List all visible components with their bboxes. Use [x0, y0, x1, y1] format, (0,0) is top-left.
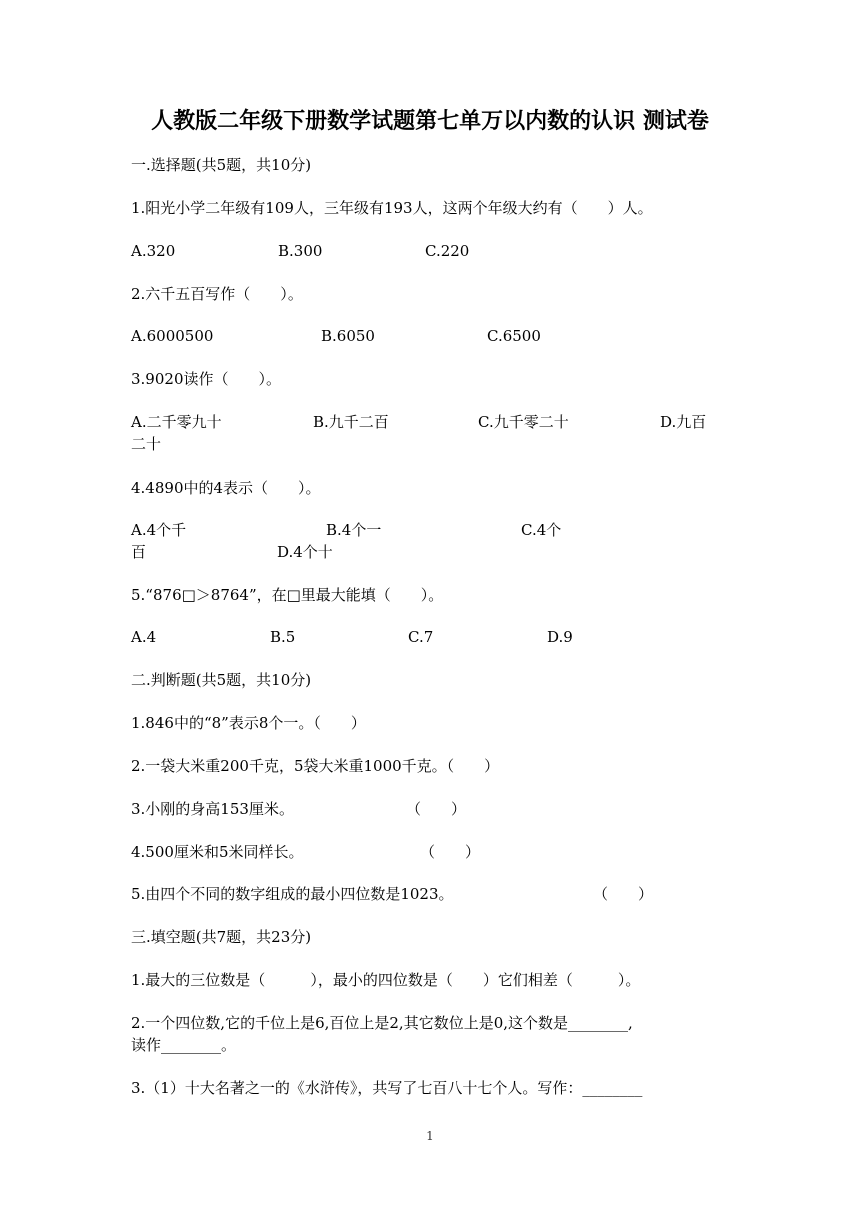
choice-q1-option-b: B.300 [278, 242, 323, 260]
choice-q5-option-c: C.7 [408, 628, 434, 646]
page-number: 1 [426, 1129, 434, 1143]
choice-q3: 3.9020读作（ ）。 [131, 370, 281, 388]
choice-q2-option-a: A.6000500 [131, 327, 214, 345]
section-heading-judge: 二.判断题(共5题，共10分) [131, 671, 312, 689]
choice-q5-option-a: A.4 [131, 628, 157, 646]
fill-q1: 1.最大的三位数是（ ），最小的四位数是（ ）它们相差（ ）。 [131, 971, 641, 989]
fill-q2: 2.一个四位数,它的千位上是6,百位上是2,其它数位上是0,这个数是________, [131, 1014, 633, 1032]
judge-q4-answer-blank: （ ） [420, 843, 481, 861]
judge-q1: 1.846中的“8”表示8个一。（ ） [131, 714, 366, 732]
choice-q3-option-a: A.二千零九十 [131, 413, 222, 431]
judge-q5: 5.由四个不同的数字组成的最小四位数是1023。 [131, 885, 454, 903]
choice-q1-option-a: A.320 [131, 242, 176, 260]
choice-q4-option-b: B.4个一 [326, 521, 382, 539]
choice-q3-option-d: D.九百 [660, 413, 707, 431]
fill-q3: 3.（1）十大名著之一的《水浒传》，共写了七百八十七个人。写作：________ [131, 1079, 643, 1097]
choice-q4-option-a: A.4个千 [131, 521, 187, 539]
judge-q3-answer-blank: （ ） [406, 800, 467, 818]
judge-q5-answer-blank: （ ） [593, 885, 654, 903]
choice-q2-option-c: C.6500 [487, 327, 541, 345]
choice-q3-option-b: B.九千二百 [313, 413, 389, 431]
choice-q5-option-b: B.5 [270, 628, 296, 646]
section-heading-choice: 一.选择题(共5题，共10分) [131, 156, 312, 174]
choice-q1-option-c: C.220 [425, 242, 470, 260]
judge-q3: 3.小刚的身高153厘米。 [131, 800, 294, 818]
choice-q4-option-c-continued: 百 [131, 543, 147, 561]
choice-q4: 4.4890中的4表示（ ）。 [131, 479, 321, 497]
page-title: 人教版二年级下册数学试题第七单万以内数的认识 测试卷 [151, 108, 709, 134]
section-heading-fill: 三.填空题(共7题，共23分) [131, 928, 312, 946]
judge-q2: 2.一袋大米重200千克，5袋大米重1000千克。（ ） [131, 757, 500, 775]
choice-q2: 2.六千五百写作（ ）。 [131, 285, 303, 303]
choice-q4-option-c: C.4个 [521, 521, 562, 539]
choice-q1: 1.阳光小学二年级有109人，三年级有193人，这两个年级大约有（ ）人。 [131, 199, 653, 217]
choice-q2-option-b: B.6050 [321, 327, 375, 345]
choice-q5: 5.“876□＞8764”，在□里最大能填（ ）。 [131, 586, 444, 604]
choice-q4-option-d: D.4个十 [277, 543, 333, 561]
choice-q3-option-c: C.九千零二十 [478, 413, 569, 431]
judge-q4: 4.500厘米和5米同样长。 [131, 843, 304, 861]
choice-q3-option-d-continued: 二十 [131, 435, 162, 453]
fill-q2-continued: 读作________。 [131, 1036, 237, 1054]
choice-q5-option-d: D.9 [547, 628, 573, 646]
